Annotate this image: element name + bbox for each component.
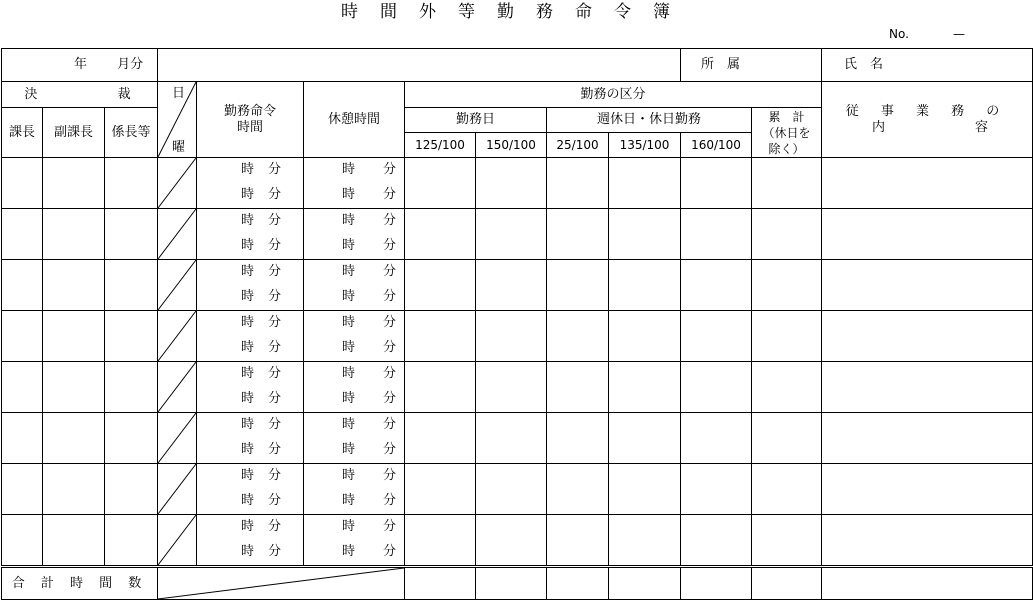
duty-content-cell[interactable]: [822, 158, 1033, 209]
duty-content-line2: [822, 120, 1032, 136]
day-cell-slash: [158, 413, 196, 463]
hour-unit: 時: [241, 519, 255, 534]
duty-content-cell[interactable]: [822, 464, 1033, 515]
order-time-end[interactable]: [197, 234, 304, 260]
rate-160-cell[interactable]: [681, 464, 752, 515]
duty-content-char-you: 容: [975, 119, 989, 135]
break-time-start[interactable]: [304, 158, 405, 184]
approval-label-right: 裁: [117, 86, 131, 102]
order-time-start[interactable]: [197, 413, 304, 439]
rate-160-cell[interactable]: [681, 515, 752, 567]
approval-fukukacho-cell[interactable]: [43, 413, 105, 464]
minute-unit: 分: [267, 187, 281, 202]
minute-unit: 分: [267, 391, 281, 406]
cumulative-cell[interactable]: [752, 260, 822, 311]
order-time-end[interactable]: [197, 387, 304, 413]
entry-row: [2, 413, 1033, 439]
approval-fukukacho-cell[interactable]: [43, 311, 105, 362]
rate-125-cell[interactable]: [405, 311, 476, 362]
total-slash-cell: [158, 567, 405, 600]
order-time-end[interactable]: [197, 285, 304, 311]
approval-kakaricho-cell[interactable]: [105, 311, 158, 362]
day-weekday-cell[interactable]: [158, 464, 197, 515]
minute-unit: 分: [267, 213, 281, 228]
total-rate-125[interactable]: [405, 567, 476, 600]
order-time-start[interactable]: [197, 158, 304, 184]
name-label: 氏 名: [822, 49, 1033, 82]
minute-unit: 分: [267, 162, 281, 177]
cumulative-cell[interactable]: [752, 209, 822, 260]
hour-unit: 時: [342, 468, 356, 483]
hour-unit: 時: [241, 493, 255, 508]
rate-150-cell[interactable]: [476, 362, 547, 413]
approver-kacho: 課長: [2, 108, 43, 158]
order-time-start[interactable]: [197, 515, 304, 541]
entry-row: [2, 260, 1033, 286]
order-time-end[interactable]: [197, 489, 304, 515]
total-cumulative[interactable]: [752, 567, 822, 600]
month-label: 月分: [117, 57, 144, 72]
order-time-start[interactable]: [197, 464, 304, 490]
order-time-start[interactable]: [197, 260, 304, 286]
hour-unit: 時: [342, 544, 356, 559]
break-time-end[interactable]: [304, 336, 405, 362]
minute-unit: 分: [382, 289, 396, 304]
rate-150-cell[interactable]: [476, 515, 547, 567]
rate-135-cell[interactable]: [609, 158, 681, 209]
hour-unit: 時: [342, 366, 356, 381]
holiday-header: 週休日・休日勤務: [547, 108, 752, 133]
approval-fukukacho-cell[interactable]: [43, 158, 105, 209]
hour-unit: 時: [241, 366, 255, 381]
minute-unit: 分: [382, 187, 396, 202]
rate-150-cell[interactable]: [476, 260, 547, 311]
rate-25-cell[interactable]: [547, 209, 609, 260]
hour-unit: 時: [241, 213, 255, 228]
rate-150: 150/100: [476, 133, 547, 158]
document-number-separator: —: [953, 27, 965, 41]
break-time-start[interactable]: [304, 362, 405, 388]
break-time-start[interactable]: [304, 260, 405, 286]
order-time-start[interactable]: [197, 209, 304, 235]
entry-row: [2, 158, 1033, 184]
total-slash: [158, 568, 404, 599]
rate-135-cell[interactable]: [609, 311, 681, 362]
break-time-start[interactable]: [304, 515, 405, 541]
hour-unit: 時: [241, 264, 255, 279]
hour-unit: 時: [241, 544, 255, 559]
duty-content-cell[interactable]: [822, 515, 1033, 567]
rate-125-cell[interactable]: [405, 413, 476, 464]
minute-unit: 分: [267, 519, 281, 534]
break-time-start[interactable]: [304, 464, 405, 490]
minute-unit: 分: [267, 340, 281, 355]
minute-unit: 分: [267, 442, 281, 457]
rate-135-cell[interactable]: [609, 209, 681, 260]
hour-unit: 時: [241, 162, 255, 177]
day-cell-slash: [158, 158, 196, 208]
day-weekday-cell[interactable]: [158, 260, 197, 311]
approval-header: [2, 82, 158, 108]
rate-25-cell[interactable]: [547, 311, 609, 362]
duty-content-line1: 従 事 業 務 の: [845, 103, 1009, 119]
document-number-label: No.: [889, 27, 909, 41]
hour-unit: 時: [241, 442, 255, 457]
minute-unit: 分: [267, 289, 281, 304]
entry-row: [2, 464, 1033, 490]
minute-unit: 分: [382, 340, 396, 355]
entry-rows: [2, 158, 1033, 567]
approval-fukukacho-cell[interactable]: [43, 209, 105, 260]
total-rate-150[interactable]: [476, 567, 547, 600]
overtime-order-form: [1, 48, 1033, 600]
rate-25-cell[interactable]: [547, 515, 609, 567]
approval-kacho-cell[interactable]: [2, 158, 43, 209]
hour-unit: 時: [241, 315, 255, 330]
rate-25-cell[interactable]: [547, 362, 609, 413]
order-time-line2: 時間: [236, 119, 263, 135]
approval-kakaricho-cell[interactable]: [105, 260, 158, 311]
order-time-end[interactable]: [197, 540, 304, 567]
hour-unit: 時: [241, 340, 255, 355]
hour-unit: 時: [342, 519, 356, 534]
hour-unit: 時: [342, 213, 356, 228]
minute-unit: 分: [382, 366, 396, 381]
day-cell-slash: [158, 464, 196, 514]
hour-unit: 時: [342, 264, 356, 279]
hour-unit: 時: [342, 417, 356, 432]
month-cell: [2, 49, 158, 82]
approval-kakaricho-cell[interactable]: [105, 413, 158, 464]
total-label: 合 計 時 間 数: [2, 567, 158, 600]
rate-160-cell[interactable]: [681, 260, 752, 311]
minute-unit: 分: [382, 442, 396, 457]
rate-160-cell[interactable]: [681, 158, 752, 209]
rate-160: 160/100: [681, 133, 752, 158]
document-title: 時間外等勤務命令簿: [341, 2, 692, 22]
order-time-start[interactable]: [197, 311, 304, 337]
day-weekday-cell[interactable]: [158, 311, 197, 362]
minute-unit: 分: [267, 315, 281, 330]
hour-unit: 時: [342, 187, 356, 202]
duty-content-cell[interactable]: [822, 311, 1033, 362]
minute-unit: 分: [382, 468, 396, 483]
entry-row: [2, 311, 1033, 337]
day-weekday-cell[interactable]: [158, 362, 197, 413]
minute-unit: 分: [267, 366, 281, 381]
day-cell-slash: [158, 311, 196, 361]
minute-unit: 分: [382, 417, 396, 432]
rate-160-cell[interactable]: [681, 311, 752, 362]
day-label: 日: [172, 86, 186, 101]
break-time-start[interactable]: [304, 311, 405, 337]
rate-150-cell[interactable]: [476, 413, 547, 464]
approval-kakaricho-cell[interactable]: [105, 209, 158, 260]
duty-content-cell[interactable]: [822, 362, 1033, 413]
minute-unit: 分: [382, 315, 396, 330]
break-time-end[interactable]: [304, 387, 405, 413]
entry-row: [2, 362, 1033, 388]
cumulative-cell[interactable]: [752, 362, 822, 413]
hour-unit: 時: [241, 289, 255, 304]
hour-unit: 時: [241, 468, 255, 483]
hour-unit: 時: [342, 289, 356, 304]
cumulative-cell[interactable]: [752, 515, 822, 567]
day-weekday-header: [158, 82, 197, 158]
work-class-header: 勤務の区分: [405, 82, 822, 108]
approval-kacho-cell[interactable]: [2, 260, 43, 311]
minute-unit: 分: [267, 493, 281, 508]
hour-unit: 時: [342, 442, 356, 457]
cumulative-header: [752, 108, 822, 158]
cumulative-cell[interactable]: [752, 413, 822, 464]
hour-unit: 時: [342, 493, 356, 508]
rate-125-cell[interactable]: [405, 362, 476, 413]
workday-header: 勤務日: [405, 108, 547, 133]
hour-unit: 時: [241, 391, 255, 406]
approval-fukukacho-cell[interactable]: [43, 515, 105, 567]
rate-125: 125/100: [405, 133, 476, 158]
approval-fukukacho-cell[interactable]: [43, 464, 105, 515]
duty-content-cell[interactable]: [822, 209, 1033, 260]
rate-150-cell[interactable]: [476, 464, 547, 515]
day-weekday-cell[interactable]: [158, 209, 197, 260]
rate-150-cell[interactable]: [476, 209, 547, 260]
day-weekday-cell[interactable]: [158, 515, 197, 567]
break-time-end[interactable]: [304, 285, 405, 311]
approval-kakaricho-cell[interactable]: [105, 158, 158, 209]
rate-160-cell[interactable]: [681, 413, 752, 464]
order-time-end[interactable]: [197, 438, 304, 464]
minute-unit: 分: [382, 162, 396, 177]
break-time-end[interactable]: [304, 438, 405, 464]
dept-label: 所 属: [681, 49, 822, 82]
cumulative-cell[interactable]: [752, 464, 822, 515]
approver-fukukacho: 副課長: [43, 108, 105, 158]
rate-25-cell[interactable]: [547, 413, 609, 464]
cumulative-line1: 累 計: [768, 109, 805, 124]
minute-unit: 分: [267, 264, 281, 279]
minute-unit: 分: [382, 391, 396, 406]
rate-135-cell[interactable]: [609, 362, 681, 413]
rate-125-cell[interactable]: [405, 209, 476, 260]
entry-row: [2, 515, 1033, 541]
rate-125-cell[interactable]: [405, 515, 476, 567]
total-rate-135[interactable]: [609, 567, 681, 600]
minute-unit: 分: [382, 213, 396, 228]
approval-kacho-cell[interactable]: [2, 311, 43, 362]
duty-content-header: [822, 82, 1033, 158]
hour-unit: 時: [342, 340, 356, 355]
minute-unit: 分: [382, 264, 396, 279]
cumulative-cell[interactable]: [752, 311, 822, 362]
minute-unit: 分: [267, 544, 281, 559]
cumulative-line3: 除く）: [768, 141, 805, 156]
rate-125-cell[interactable]: [405, 260, 476, 311]
approval-kakaricho-cell[interactable]: [105, 464, 158, 515]
day-cell-slash: [158, 260, 196, 310]
duty-content-cell[interactable]: [822, 260, 1033, 311]
order-time-start[interactable]: [197, 362, 304, 388]
rate-135: 135/100: [609, 133, 681, 158]
approval-kacho-cell[interactable]: [2, 515, 43, 567]
hour-unit: 時: [241, 417, 255, 432]
entry-row: [2, 209, 1033, 235]
cumulative-line2: （休日を: [762, 125, 811, 140]
order-time-header: [197, 82, 304, 158]
order-time-end[interactable]: [197, 336, 304, 362]
total-rate-25[interactable]: [547, 567, 609, 600]
document-number: [889, 26, 965, 42]
order-time-end[interactable]: [197, 183, 304, 209]
rate-135-cell[interactable]: [609, 464, 681, 515]
break-time-start[interactable]: [304, 413, 405, 439]
hour-unit: 時: [342, 391, 356, 406]
day-weekday-cell[interactable]: [158, 413, 197, 464]
rate-25-cell[interactable]: [547, 158, 609, 209]
approval-kacho-cell[interactable]: [2, 362, 43, 413]
minute-unit: 分: [382, 544, 396, 559]
rate-135-cell[interactable]: [609, 515, 681, 567]
order-time-line1: 勤務命令: [223, 103, 276, 119]
duty-content-char-naka: 内: [872, 119, 886, 135]
minute-unit: 分: [382, 493, 396, 508]
minute-unit: 分: [382, 519, 396, 534]
hour-unit: 時: [342, 238, 356, 253]
total-rate-160[interactable]: [681, 567, 752, 600]
break-time-end[interactable]: [304, 183, 405, 209]
day-cell-slash: [158, 515, 196, 565]
break-time-header: 休憩時間: [304, 82, 405, 158]
rate-25-cell[interactable]: [547, 260, 609, 311]
rate-160-cell[interactable]: [681, 362, 752, 413]
minute-unit: 分: [267, 417, 281, 432]
hour-unit: 時: [342, 162, 356, 177]
rate-125-cell[interactable]: [405, 158, 476, 209]
approval-kakaricho-cell[interactable]: [105, 362, 158, 413]
day-cell-slash: [158, 362, 196, 412]
rate-25: 25/100: [547, 133, 609, 158]
minute-unit: 分: [267, 468, 281, 483]
weekday-label: 曜: [172, 140, 186, 155]
minute-unit: 分: [267, 238, 281, 253]
break-time-end[interactable]: [304, 489, 405, 515]
approval-fukukacho-cell[interactable]: [43, 260, 105, 311]
day-weekday-cell[interactable]: [158, 158, 197, 209]
break-time-end[interactable]: [304, 234, 405, 260]
rate-135-cell[interactable]: [609, 413, 681, 464]
approver-kakaricho: 係長等: [105, 108, 158, 158]
rate-125-cell[interactable]: [405, 464, 476, 515]
rate-150-cell[interactable]: [476, 158, 547, 209]
approval-kacho-cell[interactable]: [2, 464, 43, 515]
hour-unit: 時: [342, 315, 356, 330]
rate-160-cell[interactable]: [681, 209, 752, 260]
approval-kacho-cell[interactable]: [2, 209, 43, 260]
day-cell-slash: [158, 209, 196, 259]
approval-kakaricho-cell[interactable]: [105, 515, 158, 567]
approval-label-left: 決: [24, 86, 38, 102]
rate-150-cell[interactable]: [476, 311, 547, 362]
duty-content-cell[interactable]: [822, 413, 1033, 464]
rate-25-cell[interactable]: [547, 464, 609, 515]
year-label: 年: [74, 57, 88, 72]
header-blank: [158, 49, 681, 82]
cumulative-cell[interactable]: [752, 158, 822, 209]
rate-135-cell[interactable]: [609, 260, 681, 311]
hour-unit: 時: [241, 187, 255, 202]
total-duty-content: [822, 567, 1033, 600]
approval-kacho-cell[interactable]: [2, 413, 43, 464]
approval-fukukacho-cell[interactable]: [43, 362, 105, 413]
break-time-start[interactable]: [304, 209, 405, 235]
break-time-end[interactable]: [304, 540, 405, 567]
minute-unit: 分: [382, 238, 396, 253]
hour-unit: 時: [241, 238, 255, 253]
